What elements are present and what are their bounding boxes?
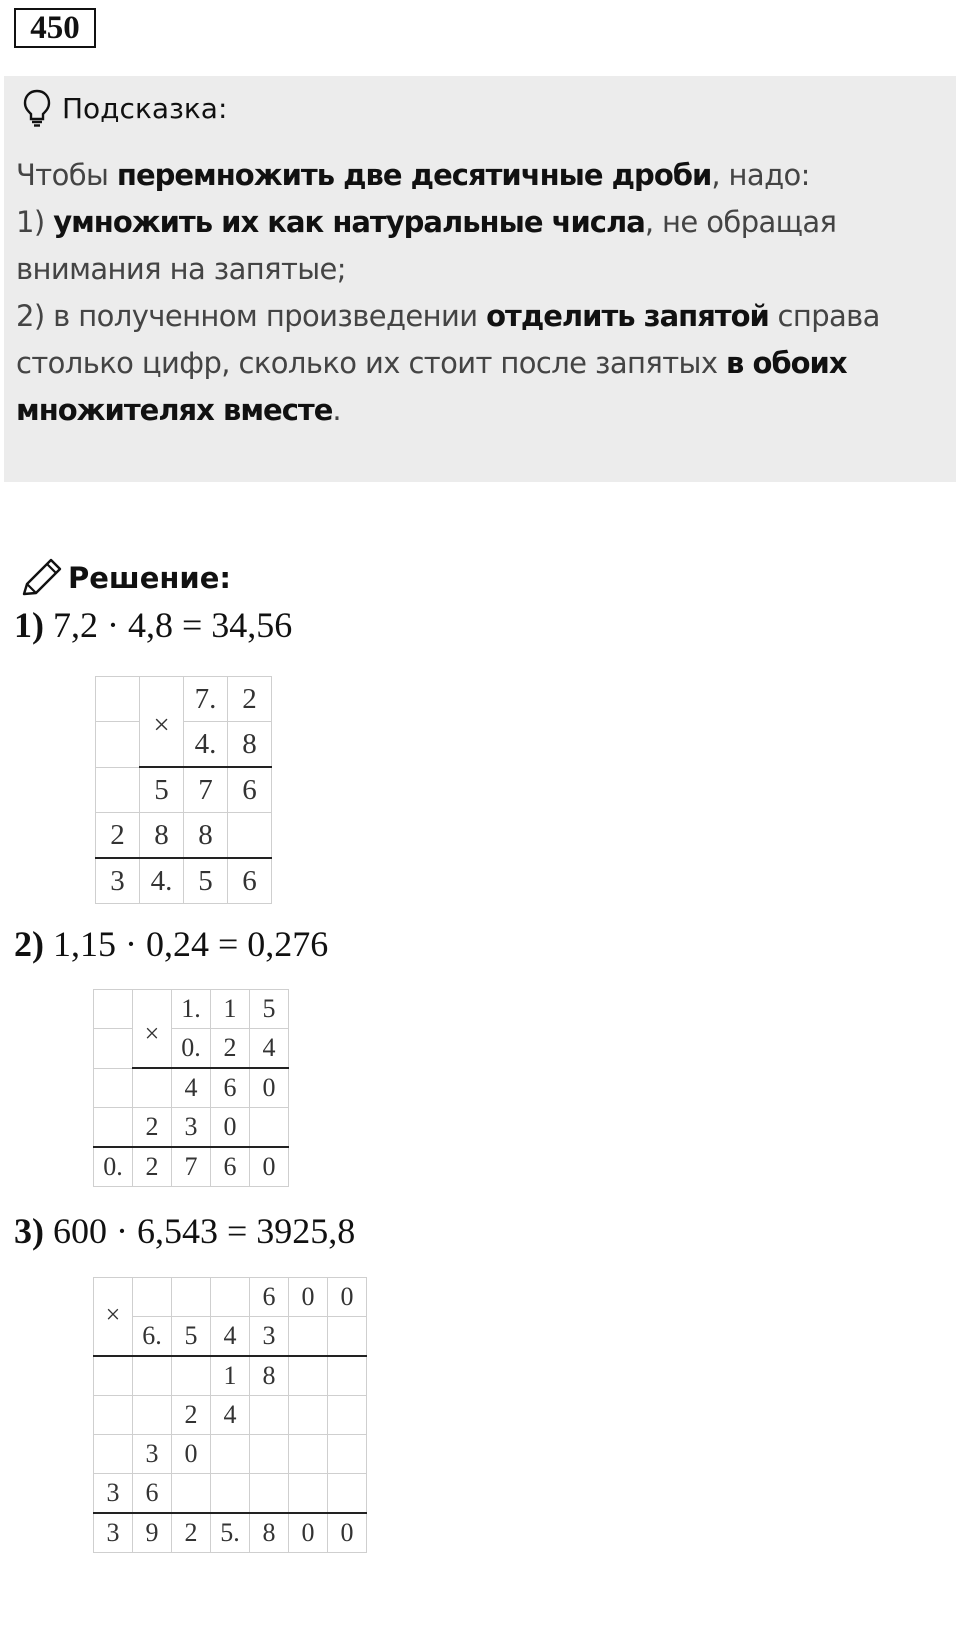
grid-cell: 0.: [172, 1029, 211, 1069]
grid-cell: 2: [96, 813, 140, 859]
grid-cell: 4.: [140, 858, 184, 904]
grid-cell: [328, 1474, 367, 1514]
grid-cell: 6: [250, 1278, 289, 1317]
hint-text-run: , надо:: [711, 158, 810, 192]
hint-bold-text: в обоих: [726, 346, 847, 380]
grid-cell: [94, 1108, 133, 1148]
hint-line: [16, 340, 946, 387]
grid-row: [94, 1317, 367, 1357]
grid-row: [94, 1147, 289, 1187]
grid-cell: 2: [228, 677, 272, 722]
grid-cell: [289, 1435, 328, 1474]
grid-cell: [228, 813, 272, 859]
grid-cell: 3: [250, 1317, 289, 1357]
grid-cell: 8: [250, 1513, 289, 1553]
grid-cell: [289, 1474, 328, 1514]
grid-row: [96, 722, 272, 768]
grid-cell: [133, 1396, 172, 1435]
grid-cell: 5: [140, 767, 184, 813]
lightbulb-icon: [22, 88, 52, 128]
grid-cell: 5: [184, 858, 228, 904]
grid-cell: 6: [228, 767, 272, 813]
hint-text: [16, 152, 946, 434]
multiplication-grid-3: [93, 1277, 367, 1553]
grid-cell: [250, 1108, 289, 1148]
hint-line: [16, 387, 946, 434]
grid-cell: [172, 1474, 211, 1514]
multiplication-grid-1: [95, 676, 272, 904]
multiplication-grid-2: [93, 989, 289, 1187]
grid-cell: 4: [172, 1068, 211, 1108]
problem-number: 3): [14, 1211, 44, 1251]
grid-cell: [96, 722, 140, 768]
problem-1: [14, 604, 292, 646]
grid-cell: 3: [94, 1474, 133, 1514]
grid-row: [94, 1435, 367, 1474]
hint-text-run: Чтобы: [16, 158, 117, 192]
hint-text-run: 2) в полученном произведении: [16, 299, 487, 333]
problem-number: 2): [14, 924, 44, 964]
grid-row: [96, 813, 272, 859]
grid-cell: 7.: [184, 677, 228, 722]
grid-row: [94, 1108, 289, 1148]
grid-cell: [250, 1435, 289, 1474]
hint-text-run: справа: [768, 299, 880, 333]
hint-text-run: внимания на запятые;: [16, 252, 346, 286]
grid-cell: [289, 1317, 328, 1357]
hint-text-run: 1): [16, 205, 54, 239]
grid-cell: [94, 1068, 133, 1108]
grid-row: [94, 1029, 289, 1069]
grid-cell: [289, 1356, 328, 1396]
hint-bold-text: умножить их как натуральные числа: [53, 205, 645, 239]
solution-title: Решение:: [68, 561, 232, 595]
multiply-sign: ×: [94, 1296, 133, 1335]
grid-cell: 0: [328, 1513, 367, 1553]
grid-cell: [328, 1317, 367, 1357]
grid-cell: [133, 1278, 172, 1317]
multiply-sign: ×: [133, 1010, 172, 1049]
grid-cell: 2: [172, 1513, 211, 1553]
multiply-sign: ×: [140, 697, 184, 742]
grid-cell: 4: [211, 1396, 250, 1435]
grid-cell: 1: [211, 990, 250, 1029]
grid-cell: [94, 1029, 133, 1069]
grid-row: [96, 767, 272, 813]
grid-cell: 8: [140, 813, 184, 859]
grid-cell: 2: [133, 1147, 172, 1187]
grid-cell: [94, 990, 133, 1029]
grid-cell: 8: [184, 813, 228, 859]
grid-cell: 5: [250, 990, 289, 1029]
grid-cell: 4: [211, 1317, 250, 1357]
hint-header: [22, 88, 227, 128]
grid-row: [94, 1278, 367, 1317]
grid-cell: 3: [172, 1108, 211, 1148]
hint-box: [4, 76, 956, 482]
grid-cell: 6: [211, 1147, 250, 1187]
grid-row: [94, 1356, 367, 1396]
grid-cell: [328, 1435, 367, 1474]
grid-cell: 4: [250, 1029, 289, 1069]
grid-cell: [328, 1396, 367, 1435]
grid-row: [94, 1068, 289, 1108]
grid-cell: [94, 1356, 133, 1396]
solution-header: [18, 556, 231, 600]
grid-cell: [211, 1474, 250, 1514]
grid-cell: 0: [211, 1108, 250, 1148]
problem-number: 1): [14, 605, 44, 645]
grid-cell: [328, 1356, 367, 1396]
hint-bold-text: множителях вместе: [16, 393, 333, 427]
grid-cell: 5.: [211, 1513, 250, 1553]
grid-cell: 2: [211, 1029, 250, 1069]
grid-cell: [96, 767, 140, 813]
grid-cell: [133, 1068, 172, 1108]
problem-3: [14, 1210, 355, 1252]
hint-bold-text: перемножить две десятичные дроби: [116, 158, 712, 192]
task-number: 450: [14, 8, 96, 48]
grid-row: [94, 1396, 367, 1435]
grid-row: [96, 858, 272, 904]
grid-cell: [250, 1474, 289, 1514]
grid-cell: 7: [184, 767, 228, 813]
grid-cell: [94, 1435, 133, 1474]
grid-cell: 5: [172, 1317, 211, 1357]
grid-cell: 3: [96, 858, 140, 904]
grid-cell: 2: [133, 1108, 172, 1148]
hint-line: [16, 199, 946, 246]
grid-row: [96, 677, 272, 722]
grid-cell: 6: [228, 858, 272, 904]
grid-cell: 8: [250, 1356, 289, 1396]
hint-line: [16, 246, 946, 293]
grid-cell: [96, 677, 140, 722]
grid-cell: 0: [250, 1068, 289, 1108]
grid-cell: [289, 1396, 328, 1435]
grid-cell: [133, 1356, 172, 1396]
grid-cell: [250, 1396, 289, 1435]
problem-expression: 7,2 · 4,8 = 34,56: [53, 605, 293, 645]
grid-cell: 6: [211, 1068, 250, 1108]
grid-row: [94, 990, 289, 1029]
grid-cell: 0: [250, 1147, 289, 1187]
problem-expression: 1,15 · 0,24 = 0,276: [53, 924, 329, 964]
grid-cell: 1.: [172, 990, 211, 1029]
hint-line: [16, 152, 946, 199]
grid-cell: 0.: [94, 1147, 133, 1187]
grid-row: [94, 1474, 367, 1514]
grid-cell: [211, 1435, 250, 1474]
problem-expression: 600 · 6,543 = 3925,8: [53, 1211, 356, 1251]
grid-cell: 0: [289, 1513, 328, 1553]
hint-line: [16, 293, 946, 340]
grid-cell: 9: [133, 1513, 172, 1553]
grid-cell: [94, 1396, 133, 1435]
grid-cell: 6: [133, 1474, 172, 1514]
pencil-icon: [18, 556, 64, 600]
grid-cell: 2: [172, 1396, 211, 1435]
grid-cell: 0: [172, 1435, 211, 1474]
grid-cell: 7: [172, 1147, 211, 1187]
grid-cell: 1: [211, 1356, 250, 1396]
problem-2: [14, 923, 328, 965]
hint-title: Подсказка:: [62, 91, 228, 125]
grid-cell: 0: [328, 1278, 367, 1317]
grid-cell: [211, 1278, 250, 1317]
hint-bold-text: отделить запятой: [486, 299, 769, 333]
grid-cell: 8: [228, 722, 272, 768]
grid-cell: 4.: [184, 722, 228, 768]
grid-row: [94, 1513, 367, 1553]
grid-cell: 6.: [133, 1317, 172, 1357]
grid-cell: [172, 1278, 211, 1317]
grid-cell: 0: [289, 1278, 328, 1317]
hint-text-run: столько цифр, сколько их стоит после запятых: [16, 346, 726, 380]
grid-cell: 3: [133, 1435, 172, 1474]
grid-cell: [172, 1356, 211, 1396]
hint-text-run: , не обращая: [644, 205, 837, 239]
hint-text-run: .: [332, 393, 341, 427]
grid-cell: 3: [94, 1513, 133, 1553]
